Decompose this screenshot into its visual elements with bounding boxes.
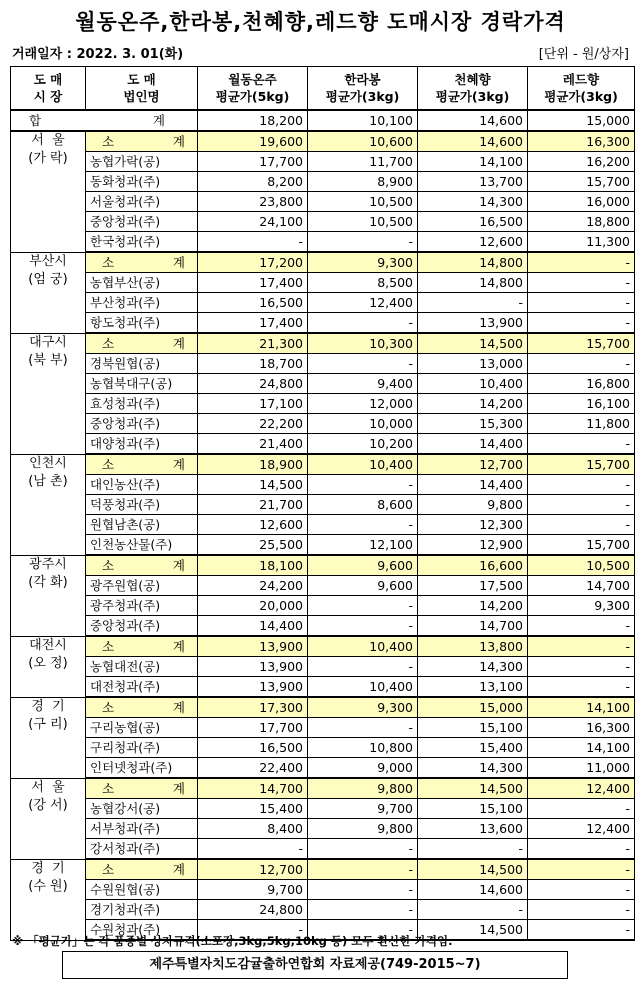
corp-name: 동화청과(주) (86, 172, 198, 192)
trade-date: 거래일자 : 2022. 3. 01(화) (12, 47, 184, 62)
price-cell: 9,800 (418, 495, 528, 515)
price-cell: 17,700 (198, 152, 308, 172)
price-cell: 9,800 (308, 819, 418, 839)
total-cell: 14,600 (418, 110, 528, 131)
price-cell: 14,100 (418, 152, 528, 172)
subtotal-label (86, 555, 198, 576)
price-cell: - (528, 799, 635, 819)
corp-name: 대인농산(주) (86, 475, 198, 495)
price-cell: 10,400 (418, 374, 528, 394)
price-cell: - (308, 354, 418, 374)
subtotal-label (86, 636, 198, 657)
price-cell: 16,500 (198, 738, 308, 758)
price-cell: 25,500 (198, 535, 308, 556)
price-cell: 14,300 (418, 657, 528, 677)
price-cell: 14,700 (418, 616, 528, 637)
market-cell: 서 울 (강 서) (11, 778, 86, 859)
price-cell: 15,700 (528, 333, 635, 354)
price-cell: - (528, 657, 635, 677)
subtotal-label (86, 333, 198, 354)
subtotal-label-part: 계 (172, 780, 185, 796)
table-row (11, 900, 635, 920)
price-cell: 14,200 (418, 394, 528, 414)
corp-name: 광주원협(공) (86, 576, 198, 596)
subtotal-row (11, 555, 635, 576)
corp-name: 농협대전(공) (86, 657, 198, 677)
price-cell: 12,600 (198, 515, 308, 535)
price-cell: 12,600 (418, 232, 528, 253)
subtotal-row (11, 252, 635, 273)
table-row (11, 293, 635, 313)
table-row (11, 354, 635, 374)
corp-name: 효성청과(주) (86, 394, 198, 414)
price-cell: 13,900 (198, 636, 308, 657)
subtotal-label-part: 소 (102, 335, 115, 351)
subtotal-label (86, 778, 198, 799)
total-label-b: 계 (152, 112, 165, 128)
subtotal-label-part: 소 (102, 557, 115, 573)
price-cell: 13,600 (418, 819, 528, 839)
corp-name: 수원원협(공) (86, 880, 198, 900)
market-cell: 대전시 (오 정) (11, 636, 86, 697)
footnote: ※ 「평균가」는 각 품종별 상자규격(소포장,3kg,5kg,10kg 등) 모두 환산한 가격임. (12, 934, 453, 948)
table-row (11, 819, 635, 839)
price-cell: 11,300 (528, 232, 635, 253)
corp-name: 한국청과(주) (86, 232, 198, 253)
price-cell: 23,800 (198, 192, 308, 212)
price-cell: - (528, 616, 635, 637)
price-cell: 12,400 (308, 293, 418, 313)
subtotal-label (86, 131, 198, 152)
price-cell: 10,800 (308, 738, 418, 758)
header-redhyang: 레드향 평균가(3kg) (528, 67, 635, 111)
price-cell: 12,000 (308, 394, 418, 414)
corp-name: 중앙청과(주) (86, 212, 198, 232)
price-cell: 10,600 (308, 131, 418, 152)
price-cell: 21,700 (198, 495, 308, 515)
price-cell: 13,100 (418, 677, 528, 698)
price-cell: 9,600 (308, 576, 418, 596)
price-cell: 11,800 (528, 414, 635, 434)
price-cell: 16,300 (528, 131, 635, 152)
corp-name: 원협남촌(공) (86, 515, 198, 535)
price-cell: - (528, 434, 635, 455)
table-row (11, 758, 635, 779)
price-cell: 10,300 (308, 333, 418, 354)
price-cell: 10,200 (308, 434, 418, 455)
price-cell: - (308, 232, 418, 253)
price-cell: 13,800 (418, 636, 528, 657)
price-cell: - (308, 596, 418, 616)
corp-name: 서부청과(주) (86, 819, 198, 839)
price-cell: 15,700 (528, 172, 635, 192)
table-row (11, 475, 635, 495)
subtotal-label-part: 계 (172, 254, 185, 270)
price-cell: 15,100 (418, 718, 528, 738)
subtotal-label (86, 697, 198, 718)
subtotal-row (11, 454, 635, 475)
price-cell: 16,100 (528, 394, 635, 414)
price-cell: 17,200 (198, 252, 308, 273)
price-cell: 13,900 (418, 313, 528, 334)
price-cell: 24,800 (198, 374, 308, 394)
table-row (11, 799, 635, 819)
source-box: 제주특별자치도감귤출하연합회 자료제공(749-2015~7) (62, 951, 568, 979)
header-mandarin: 월동온주 평균가(5kg) (198, 67, 308, 111)
price-cell: 9,400 (308, 374, 418, 394)
price-cell: 14,100 (528, 697, 635, 718)
price-cell: 24,200 (198, 576, 308, 596)
table-row (11, 192, 635, 212)
price-cell: - (528, 880, 635, 900)
price-cell: 15,700 (528, 535, 635, 556)
corp-name: 광주청과(주) (86, 596, 198, 616)
price-cell: - (528, 252, 635, 273)
price-cell: 17,300 (198, 697, 308, 718)
price-cell: - (528, 293, 635, 313)
price-cell: - (528, 920, 635, 941)
subtotal-row (11, 859, 635, 880)
price-cell: 13,700 (418, 172, 528, 192)
price-cell: 17,400 (198, 313, 308, 334)
market-cell: 경 기 (구 리) (11, 697, 86, 778)
price-cell: - (418, 900, 528, 920)
corp-name: 덕풍청과(주) (86, 495, 198, 515)
price-cell: 22,200 (198, 414, 308, 434)
price-cell: 18,100 (198, 555, 308, 576)
corp-name: 대전청과(주) (86, 677, 198, 698)
price-cell: 16,000 (528, 192, 635, 212)
price-cell: 18,700 (198, 354, 308, 374)
price-cell: 15,400 (198, 799, 308, 819)
price-cell: 13,900 (198, 677, 308, 698)
header-cheonhyehyang: 천혜향 평균가(3kg) (418, 67, 528, 111)
price-cell: 16,800 (528, 374, 635, 394)
price-cell: 12,400 (528, 778, 635, 799)
price-cell: 24,100 (198, 212, 308, 232)
table-row (11, 414, 635, 434)
market-cell: 서 울 (가 락) (11, 131, 86, 252)
total-label-a: 합 (29, 112, 42, 128)
price-cell: - (528, 495, 635, 515)
price-cell: 9,700 (198, 880, 308, 900)
price-cell: 15,300 (418, 414, 528, 434)
corp-name: 강서청과(주) (86, 839, 198, 860)
subtotal-label (86, 252, 198, 273)
price-cell: 9,300 (528, 596, 635, 616)
price-cell: 9,300 (308, 252, 418, 273)
corp-name: 경기청과(주) (86, 900, 198, 920)
price-cell: 17,400 (198, 273, 308, 293)
corp-name: 농협북대구(공) (86, 374, 198, 394)
price-cell: - (528, 859, 635, 880)
subtotal-row (11, 131, 635, 152)
total-cell: 18,200 (198, 110, 308, 131)
subtotal-label-part: 소 (102, 861, 115, 877)
price-cell: 8,600 (308, 495, 418, 515)
price-cell: 14,400 (418, 434, 528, 455)
table-row (11, 880, 635, 900)
price-cell: 14,100 (528, 738, 635, 758)
price-cell: 14,400 (418, 475, 528, 495)
price-cell: - (198, 839, 308, 860)
price-cell: - (308, 515, 418, 535)
price-cell: 18,800 (528, 212, 635, 232)
price-cell: 10,000 (308, 414, 418, 434)
corp-name: 대양청과(주) (86, 434, 198, 455)
subtotal-label-part: 소 (102, 456, 115, 472)
price-cell: - (528, 273, 635, 293)
table-row (11, 839, 635, 860)
table-row (11, 495, 635, 515)
price-cell: - (418, 293, 528, 313)
price-cell: 14,300 (418, 192, 528, 212)
price-cell: - (308, 839, 418, 860)
price-cell: - (308, 475, 418, 495)
price-cell: - (528, 839, 635, 860)
price-cell: 10,500 (308, 192, 418, 212)
price-cell: 10,500 (308, 212, 418, 232)
corp-name: 구리농협(공) (86, 718, 198, 738)
corp-name: 인천농산물(주) (86, 535, 198, 556)
page-title: 월동온주,한라봉,천혜향,레드향 도매시장 경락가격 (75, 10, 566, 34)
table-row (11, 576, 635, 596)
price-cell: 12,100 (308, 535, 418, 556)
table-row (11, 535, 635, 556)
table-row (11, 232, 635, 253)
table-row (11, 273, 635, 293)
market-cell: 대구시 (북 부) (11, 333, 86, 454)
price-cell: 17,500 (418, 576, 528, 596)
price-cell: 12,300 (418, 515, 528, 535)
price-cell: 14,300 (418, 758, 528, 779)
price-cell: - (308, 313, 418, 334)
price-cell: 8,200 (198, 172, 308, 192)
table-row (11, 152, 635, 172)
table-row (11, 677, 635, 698)
corp-name: 수원청과(주) (86, 920, 198, 941)
price-cell: 14,500 (198, 475, 308, 495)
market-cell: 인천시 (남 촌) (11, 454, 86, 555)
unit-label: [단위 - 원/상자] (538, 47, 629, 62)
price-cell: - (198, 232, 308, 253)
subtotal-label-part: 소 (102, 699, 115, 715)
header-corp: 도 매 법인명 (86, 67, 198, 111)
total-row (11, 110, 635, 131)
subtotal-label-part: 계 (172, 557, 185, 573)
subtotal-label-part: 소 (102, 638, 115, 654)
price-cell: 16,500 (418, 212, 528, 232)
price-cell: - (528, 354, 635, 374)
corp-name: 농협강서(공) (86, 799, 198, 819)
price-cell: 9,600 (308, 555, 418, 576)
price-cell: 16,300 (528, 718, 635, 738)
price-cell: - (308, 880, 418, 900)
price-cell: 17,100 (198, 394, 308, 414)
price-cell: 12,700 (198, 859, 308, 880)
price-cell: 21,400 (198, 434, 308, 455)
price-cell: 16,200 (528, 152, 635, 172)
market-cell: 부산시 (엄 궁) (11, 252, 86, 333)
subtotal-row (11, 333, 635, 354)
price-cell: - (528, 900, 635, 920)
subtotal-row (11, 697, 635, 718)
corp-name: 구리청과(주) (86, 738, 198, 758)
price-cell: - (198, 920, 308, 941)
corp-name: 인터넷청과(주) (86, 758, 198, 779)
corp-name: 경북원협(공) (86, 354, 198, 374)
price-cell: - (528, 636, 635, 657)
subtotal-label-part: 계 (172, 861, 185, 877)
price-cell: 14,800 (418, 273, 528, 293)
table-row (11, 718, 635, 738)
market-cell: 경 기 (수 원) (11, 859, 86, 940)
price-cell: 15,100 (418, 799, 528, 819)
price-cell: - (308, 718, 418, 738)
table-row (11, 616, 635, 637)
price-cell: - (308, 859, 418, 880)
price-cell: 14,700 (528, 576, 635, 596)
price-cell: 14,700 (198, 778, 308, 799)
table-row (11, 515, 635, 535)
price-cell: 20,000 (198, 596, 308, 616)
header-hallabong: 한라봉 평균가(3kg) (308, 67, 418, 111)
price-cell: 14,200 (418, 596, 528, 616)
corp-name: 중앙청과(주) (86, 616, 198, 637)
corp-name: 농협가락(공) (86, 152, 198, 172)
price-cell: 11,000 (528, 758, 635, 779)
price-cell: 17,700 (198, 718, 308, 738)
price-cell: 16,500 (198, 293, 308, 313)
price-cell: - (308, 657, 418, 677)
subtotal-label-part: 계 (172, 699, 185, 715)
market-cell: 광주시 (각 화) (11, 555, 86, 636)
corp-name: 항도청과(주) (86, 313, 198, 334)
price-cell: 10,400 (308, 677, 418, 698)
price-cell: 14,500 (418, 778, 528, 799)
corp-name: 서울청과(주) (86, 192, 198, 212)
table-row (11, 596, 635, 616)
table-body (11, 110, 635, 940)
price-cell: 14,500 (418, 333, 528, 354)
corp-name: 중앙청과(주) (86, 414, 198, 434)
price-cell: 14,500 (418, 920, 528, 941)
subtotal-label-part: 소 (102, 254, 115, 270)
price-cell: 16,600 (418, 555, 528, 576)
total-label (11, 110, 198, 131)
price-cell: - (528, 475, 635, 495)
price-cell: 9,800 (308, 778, 418, 799)
corp-name: 부산청과(주) (86, 293, 198, 313)
price-cell: 14,500 (418, 859, 528, 880)
price-cell: 12,400 (528, 819, 635, 839)
price-cell: - (528, 515, 635, 535)
price-cell: - (528, 677, 635, 698)
subtotal-label (86, 454, 198, 475)
table-row (11, 212, 635, 232)
price-cell: 15,400 (418, 738, 528, 758)
subtotal-label-part: 소 (102, 133, 115, 149)
price-cell: 14,800 (418, 252, 528, 273)
subtotal-label-part: 계 (172, 133, 185, 149)
price-cell: 13,900 (198, 657, 308, 677)
price-cell: 13,000 (418, 354, 528, 374)
price-cell: - (308, 920, 418, 941)
price-cell: - (528, 313, 635, 334)
price-cell: 9,300 (308, 697, 418, 718)
subtotal-label-part: 계 (172, 638, 185, 654)
subtotal-label-part: 계 (172, 335, 185, 351)
price-cell: 14,400 (198, 616, 308, 637)
price-cell: 12,900 (418, 535, 528, 556)
price-cell: 19,600 (198, 131, 308, 152)
price-cell: 21,300 (198, 333, 308, 354)
subtotal-row (11, 636, 635, 657)
price-cell: - (308, 616, 418, 637)
price-cell: 15,000 (418, 697, 528, 718)
price-cell: 15,700 (528, 454, 635, 475)
subtotal-label-part: 소 (102, 780, 115, 796)
price-cell: 9,700 (308, 799, 418, 819)
price-table (10, 66, 635, 941)
table-row (11, 313, 635, 334)
price-cell: 10,400 (308, 454, 418, 475)
price-cell: 14,600 (418, 880, 528, 900)
table-row (11, 374, 635, 394)
price-cell: 8,400 (198, 819, 308, 839)
table-row (11, 657, 635, 677)
price-cell: 10,500 (528, 555, 635, 576)
subtotal-label-part: 계 (172, 456, 185, 472)
total-cell: 10,100 (308, 110, 418, 131)
price-cell: 10,400 (308, 636, 418, 657)
header-row (11, 67, 635, 111)
price-cell: 14,600 (418, 131, 528, 152)
price-cell: 24,800 (198, 900, 308, 920)
price-cell: 18,900 (198, 454, 308, 475)
price-cell: 12,700 (418, 454, 528, 475)
total-cell: 15,000 (528, 110, 635, 131)
price-cell: 9,000 (308, 758, 418, 779)
price-cell: 8,500 (308, 273, 418, 293)
price-cell: - (308, 900, 418, 920)
price-cell: 8,900 (308, 172, 418, 192)
table-row (11, 172, 635, 192)
subtotal-row (11, 778, 635, 799)
corp-name: 농협부산(공) (86, 273, 198, 293)
price-cell: 22,400 (198, 758, 308, 779)
header-market: 도 매 시 장 (11, 67, 86, 111)
subtotal-label (86, 859, 198, 880)
table-row (11, 394, 635, 414)
table-row (11, 434, 635, 455)
table-row (11, 738, 635, 758)
price-cell: 11,700 (308, 152, 418, 172)
price-cell: - (418, 839, 528, 860)
